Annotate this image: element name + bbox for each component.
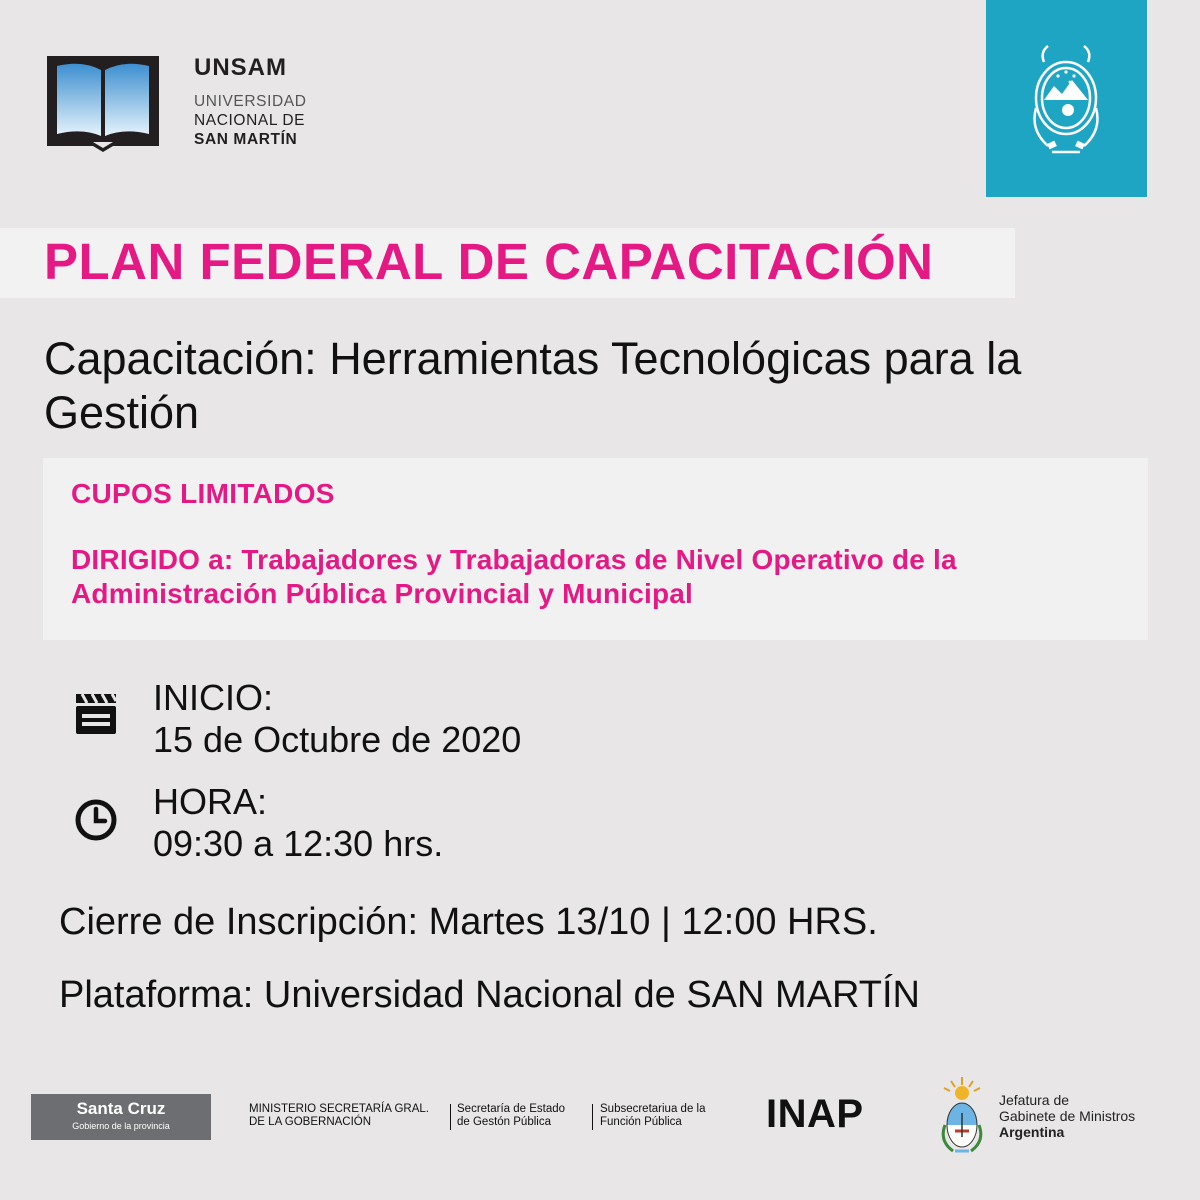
unsam-book-logo (47, 56, 159, 152)
secretaria-label (457, 1103, 565, 1129)
subsecretaria-line-2: Función Pública (600, 1116, 682, 1128)
registration-deadline (59, 901, 878, 944)
jefatura-line-3: Argentina (999, 1124, 1065, 1140)
footer-divider (592, 1104, 593, 1130)
unsam-title: UNSAM (194, 54, 287, 81)
ministerio-label (249, 1103, 429, 1129)
platform-info (59, 974, 920, 1017)
ministerio-line-2: DE LA GOBERNACIÓN (249, 1116, 372, 1128)
secretaria-line-1: Secretaría de Estado (457, 1103, 566, 1115)
ministerio-line-1: MINISTERIO SECRETARÍA GRAL. (249, 1103, 429, 1115)
platform-value: Universidad Nacional de SAN MARTÍN (263, 974, 920, 1016)
santa-cruz-logo (31, 1094, 211, 1140)
cupos-notice: CUPOS LIMITADOS (71, 478, 335, 509)
santa-cruz-subtitle: Gobierno de la provincia (72, 1121, 170, 1131)
inicio-date: 15 de Octubre de 2020 (153, 719, 522, 760)
deadline-value: Martes 13/10 | 12:00 HRS. (428, 901, 878, 943)
jefatura-line-2: Gabinete de Ministros (999, 1108, 1136, 1124)
unsam-line-1: UNIVERSIDAD (194, 93, 307, 110)
subsecretaria-label (600, 1103, 705, 1129)
platform-label: Plataforma: (59, 974, 254, 1016)
clock-icon (74, 798, 118, 842)
jefatura-label (999, 1092, 1135, 1140)
page-title: PLAN FEDERAL DE CAPACITACIÓN (44, 233, 934, 290)
inap-logo: INAP (766, 1092, 864, 1136)
jefatura-line-1: Jefatura de (999, 1092, 1070, 1108)
course-name: Herramientas Tecnológicas para la Gestión (44, 333, 1022, 438)
province-seal-panel (986, 0, 1147, 197)
hora-label: HORA: (153, 781, 268, 822)
subsecretaria-line-1: Subsecretariua de la (600, 1103, 706, 1115)
santa-cruz-seal-icon (986, 0, 1147, 197)
course-title (44, 332, 1164, 440)
unsam-line-3: SAN MARTÍN (194, 131, 298, 148)
audience-notice: DIRIGIDO a: Trabajadores y Trabajadoras de Nivel Operativo de la Administración Pública Provincial y Municipal (71, 544, 957, 609)
inicio-label: INICIO: (153, 677, 274, 718)
hora-time: 09:30 a 12:30 hrs. (153, 823, 444, 864)
course-label: Capacitación: (44, 333, 317, 384)
deadline-label: Cierre de Inscripción: (59, 901, 419, 943)
secretaria-line-2: de Gestón Pública (457, 1116, 551, 1128)
santa-cruz-title: Santa Cruz (76, 1099, 166, 1118)
argentina-coat-of-arms-icon (935, 1075, 989, 1157)
clapperboard-icon (74, 692, 118, 736)
footer-divider (450, 1104, 451, 1130)
unsam-wordmark (194, 56, 307, 149)
unsam-line-2: NACIONAL DE (194, 112, 306, 129)
